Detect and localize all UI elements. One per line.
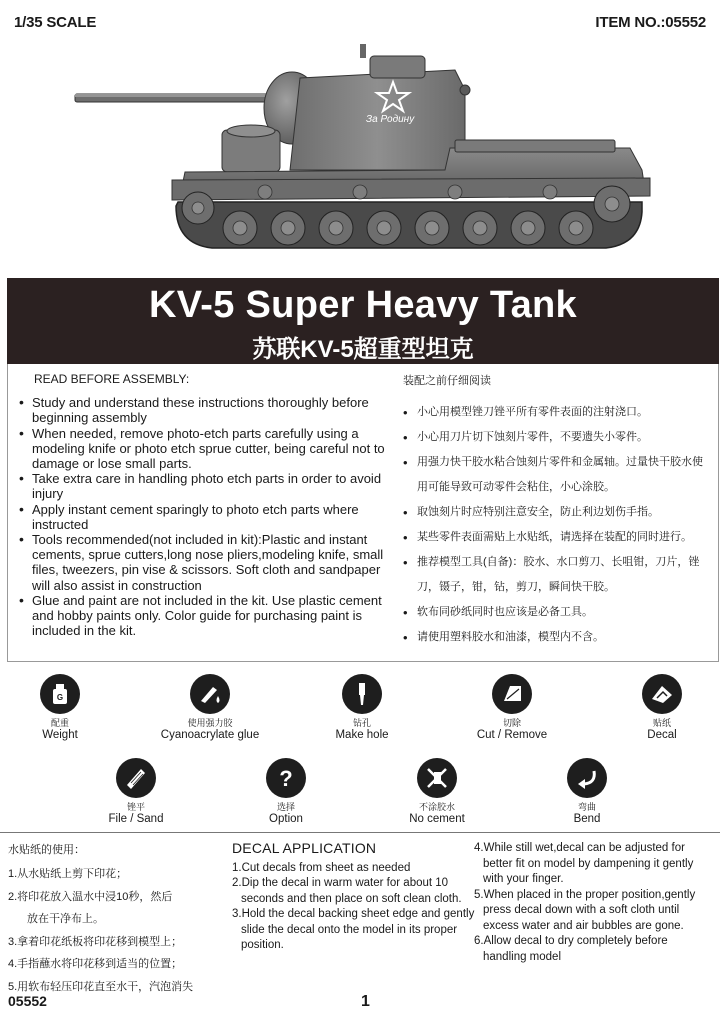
drill-icon bbox=[349, 681, 375, 707]
turret-marking: За Родину bbox=[366, 114, 415, 125]
glue-drop-icon bbox=[197, 681, 223, 707]
symbol-weight: G 配重 Weight bbox=[0, 674, 120, 742]
symbol-make-hole: 钻孔 Make hole bbox=[302, 674, 422, 742]
item-number: ITEM NO.:05552 bbox=[595, 14, 706, 31]
bend-icon bbox=[574, 765, 600, 791]
decal-instructions-english-cont: 4.While still wet,decal can be adjusted for better fit on model by dampening it gently with your finger. 5.When placed in the proper position,gently press decal down with a soft cloth until excess water and air bubbles are gone. 6.Allow decal to dry completely before handling model bbox=[474, 842, 696, 963]
title-english: KV-5 Super Heavy Tank bbox=[149, 284, 577, 326]
instruction-list-en bbox=[18, 395, 393, 638]
cut-icon bbox=[499, 681, 525, 707]
list-item: • 用强力快干胶水粘合蚀刻片零件和金属轴。过量快干胶水使用可能导致可动零件会粘住，小心涂胶。 bbox=[403, 450, 713, 500]
list-item: • 小心用刀片切下蚀刻片零件，不要遗失小零件。 bbox=[403, 425, 713, 450]
title-banner bbox=[7, 278, 719, 364]
decal-heading-zh: 水贴纸的使用： bbox=[8, 844, 85, 856]
decal-instructions-chinese: 水贴纸的使用： 1.从水贴纸上剪下印花； 2.将印花放入温水中浸10秒，然后 放在干净布上。 3.拿着印花纸板将印花移到模型上； 4.手指蘸水将印花移到适当的位置； 5.用软布轻压印花直至水干，汽泡消失 bbox=[8, 841, 223, 998]
list-item: • 推荐模型工具(自备)：胶水、水口剪刀、长咀钳，刀片，锉刀，镊子，钳，钻，剪刀，瞬间快干胶。 bbox=[403, 550, 713, 600]
list-item: • 某些零件表面需贴上水贴纸，请选择在装配的同时进行。 bbox=[403, 525, 713, 550]
instructions-chinese bbox=[403, 372, 713, 650]
instructions-english bbox=[18, 372, 393, 638]
svg-text:G: G bbox=[56, 693, 64, 702]
footer-item-number: 05552 bbox=[8, 993, 47, 1009]
symbol-option: ? 选择 Option bbox=[226, 758, 346, 826]
page-number: 1 bbox=[361, 993, 370, 1010]
symbol-decal: 贴纸 Decal bbox=[602, 674, 720, 742]
instruction-list-zh bbox=[403, 400, 713, 650]
decal-application-section bbox=[0, 832, 720, 992]
symbol-no-cement: 不涂胶水 No cement bbox=[377, 758, 497, 826]
svg-text:?: ? bbox=[279, 766, 293, 791]
symbol-bend: 弯曲 Bend bbox=[527, 758, 647, 826]
list-item: • When needed, remove photo-etch parts carefully using a modeling knife or photo etch sprue cutter, being careful not to damage or lose small parts. bbox=[18, 426, 393, 472]
question-icon bbox=[273, 765, 299, 791]
read-before-assembly-panel bbox=[7, 364, 719, 662]
symbol-file-sand: 锉平 File / Sand bbox=[76, 758, 196, 826]
list-item: • 小心用模型锉刀锉平所有零件表面的注射浇口。 bbox=[403, 400, 713, 425]
scale-label: 1/35 SCALE bbox=[14, 14, 97, 31]
symbol-cut-remove: 切除 Cut / Remove bbox=[452, 674, 572, 742]
decal-instructions-english: DECAL APPLICATION 1.Cut decals from sheet as needed 2.Dip the decal in warm water for about 10 seconds and then place on soft clean cloth. 3.Hold the decal backing sheet edge and gently slide the decal onto the model in its proper position. bbox=[232, 841, 477, 954]
file-icon bbox=[123, 765, 149, 791]
list-item: • 软布同砂纸同时也应该是必备工具。 bbox=[403, 600, 713, 625]
cement-bottle-icon bbox=[47, 681, 73, 707]
read-before-heading-zh: 装配之前仔细阅读 bbox=[403, 375, 491, 387]
symbol-cyanoacrylate-glue: 使用强力胶 Cyanoacrylate glue bbox=[150, 674, 270, 742]
list-item: • 取蚀刻片时应特别注意安全，防止利边划伤手指。 bbox=[403, 500, 713, 525]
no-cement-icon bbox=[424, 765, 450, 791]
read-before-heading: READ BEFORE ASSEMBLY: bbox=[34, 372, 190, 386]
list-item: • Glue and paint are not included in the kit. Use plastic cement and hobby paints only. Color guide for purchasing paint is included in the kit. bbox=[18, 593, 393, 639]
list-item: • Take extra care in handling photo etch parts in order to avoid injury bbox=[18, 471, 393, 501]
decal-heading: DECAL APPLICATION bbox=[232, 840, 377, 856]
list-item: • Apply instant cement sparingly to photo etch parts where instructed bbox=[18, 502, 393, 532]
symbol-legend bbox=[0, 662, 720, 832]
list-item: • Study and understand these instructions thoroughly before beginning assembly bbox=[18, 395, 393, 425]
decal-icon bbox=[649, 681, 675, 707]
tank-illustration bbox=[0, 30, 720, 278]
list-item: • 请使用塑料胶水和油漆，模型内不含。 bbox=[403, 625, 713, 650]
title-chinese: 苏联KV-5超重型坦克 bbox=[252, 336, 474, 363]
list-item: • Tools recommended(not included in kit):Plastic and instant cements, sprue cutters,long nose pliers,modeling knife, small files, tweezers, pin vise & scissors. Soft cloth and sandpaper will also assist in construction bbox=[18, 532, 393, 593]
